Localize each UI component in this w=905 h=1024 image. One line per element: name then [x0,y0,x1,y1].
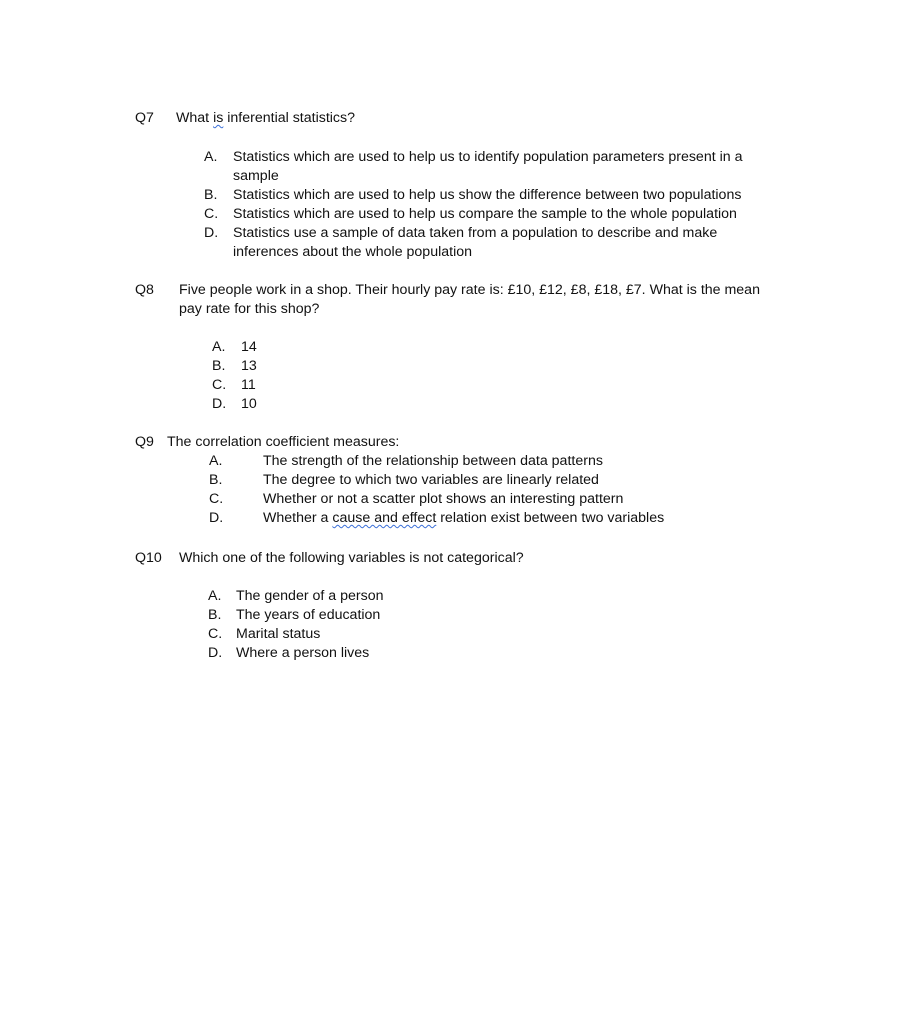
option-letter: B. [204,187,218,203]
option-letter: A. [212,339,226,355]
question-number: Q7 [135,110,154,126]
option-letter: C. [212,377,227,393]
option-letter: C. [209,491,224,507]
option-letter: D. [208,645,223,661]
option-text: Statistics which are used to help us show the difference between two populations [233,187,742,203]
option-text: Statistics which are used to help us to identify population parameters present in a sample [233,149,743,184]
grammar-flag: cause and effect [332,510,437,526]
grammar-flag: is [213,110,224,126]
option-text: 10 [241,396,257,412]
question-number: Q8 [135,282,154,298]
option-text: 13 [241,358,257,374]
option-letter: D. [212,396,227,412]
question-number: Q10 [135,550,162,566]
option-text: 11 [241,377,256,393]
option-letter: C. [208,626,223,642]
option-letter: A. [209,453,223,469]
option-letter: D. [209,510,224,526]
option-text: Statistics use a sample of data taken from a population to describe and make inferences about the whole population [233,225,718,260]
option-text: Statistics which are used to help us compare the sample to the whole population [233,206,737,222]
option-letter: B. [212,358,226,374]
option-text: The degree to which two variables are linearly related [263,472,599,488]
option-letter: B. [208,607,222,623]
question-stem: What is inferential statistics? [176,110,355,126]
option-text: 14 [241,339,257,355]
option-text: Where a person lives [236,645,370,661]
question-stem: Five people work in a shop. Their hourly pay rate is: £10, £12, £8, £18, £7. What is the mean pay rate for this shop? [179,282,760,317]
option-text: The gender of a person [236,588,384,604]
question-stem: Which one of the following variables is not categorical? [179,550,524,566]
question-number: Q9 [135,434,154,450]
option-text: Whether or not a scatter plot shows an interesting pattern [263,491,624,507]
option-letter: A. [204,149,218,165]
option-text: The strength of the relationship between data patterns [263,453,603,469]
option-letter: B. [209,472,223,488]
option-letter: C. [204,206,219,222]
option-letter: A. [208,588,222,604]
option-text: Marital status [236,626,321,642]
option-letter: D. [204,225,219,241]
question-stem: The correlation coefficient measures: [167,434,400,450]
option-text: The years of education [236,607,381,623]
option-text: Whether a cause and effect relation exist between two variables [263,510,665,526]
